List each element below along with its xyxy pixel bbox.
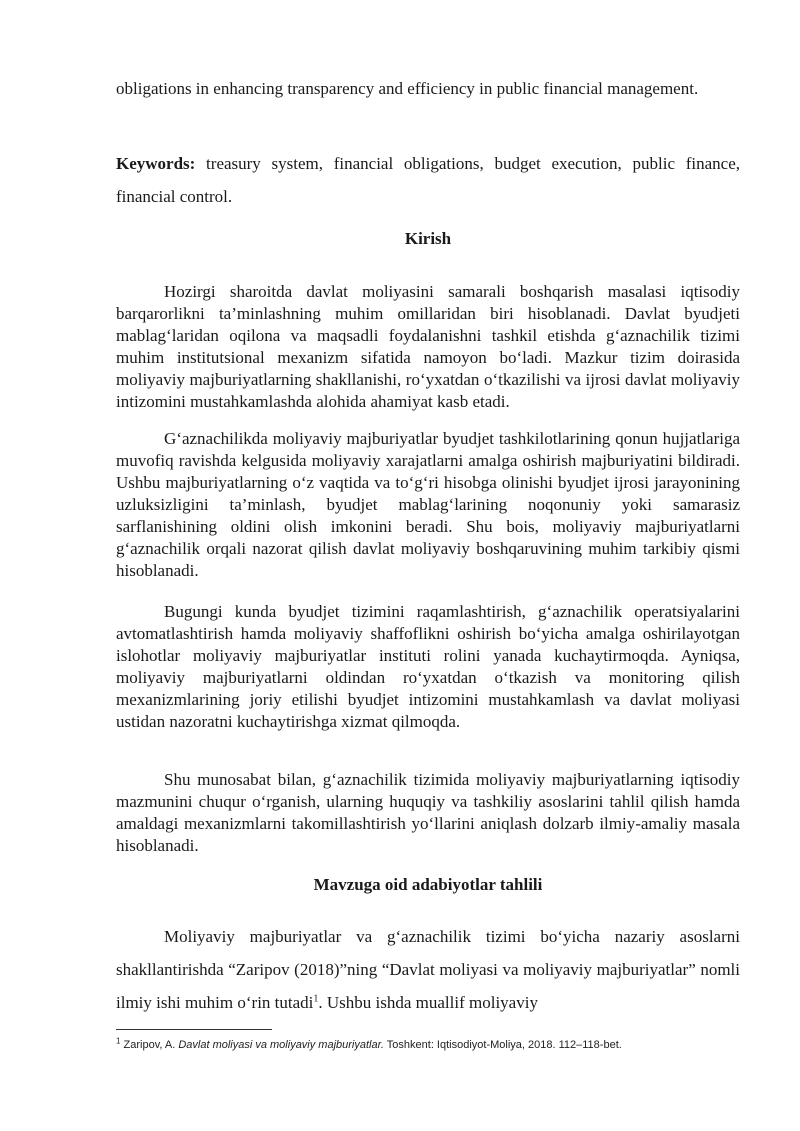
intro-paragraph-3: Bugungi kunda byudjet tizimini raqamlashtirish, g‘aznachilik operatsiyalarini avtomatlashtirish hamda moliyaviy shaffoflikni oshirish bo‘yicha amalga oshirilayotgan islohotlar moliyaviy majburiyatlar instituti rolini yanada kuchaytirmoqda. Ayniqsa, moliyaviy majburiyatlarni oldindan ro‘yxatdan o‘tkazish va monitoring qilish mexanizmlarining joriy etilishi byudjet intizomini mustahkamlash va davlat moliyasi ustidan nazoratni kuchaytirishga xizmat qilmoqda. — [116, 602, 740, 731]
footnote-ref-mark: 1 — [313, 993, 319, 1005]
footnote-mark: 1 — [116, 1036, 121, 1046]
footnote-divider — [116, 1029, 272, 1030]
footnote-title: Davlat moliyasi va moliyaviy majburiyatlar. — [178, 1039, 384, 1051]
keywords-text: treasury system, financial obligations, budget execution, public finance, financial control. — [116, 154, 740, 206]
keywords-label: Keywords: — [116, 154, 196, 173]
literature-paragraph — [116, 920, 740, 1019]
intro-paragraph-1: Hozirgi sharoitda davlat moliyasini samarali boshqarish masalasi iqtisodiy barqarorlikni ta’minlashning muhim omillaridan biri hisoblanadi. Davlat byudjeti mablag‘laridan oqilona va maqsadli foydalanishni tashkil etishda g‘aznachilik tizimi muhim institutsional mexanizm sifatida namoyon bo‘ladi. Mazkur tizim doirasida moliyaviy majburiyatlarning shakllanishi, ro‘yxatdan o‘tkazilishi va ijrosi davlat moliyaviy intizomini mustahkamlashda alohida ahamiyat kasb etadi. — [116, 282, 740, 411]
footnote-details: Toshkent: Iqtisodiyot-Moliya, 2018. 112–118-bet. — [383, 1039, 622, 1051]
intro-paragraph-2: G‘aznachilikda moliyaviy majburiyatlar byudjet tashkilotlarining qonun hujjatlariga muvofiq ravishda kelgusida moliyaviy xarajatlarni amalga oshirish majburiyatini bildiradi. Ushbu majburiyatlarning o‘z vaqtida va to‘g‘ri hisobga olinishi byudjet ijrosi jarayonining uzluksizligini ta’minlash, byudjet mablag‘larining noqonuniy yoki samarasiz sarflanishining oldini olish imkonini beradi. Shu bois, moliyaviy majburiyatlarni g‘aznachilik orqali nazorat qilish davlat moliyaviy boshqaruvining muhim tarkibiy qismi hisoblanadi. — [116, 429, 740, 580]
literature-text: Moliyaviy majburiyatlar va g‘aznachilik tizimi bo‘yicha nazariy asoslarni shakllantirishda “Zaripov (2018)”ning “Davlat moliyasi va moliyaviy majburiyatlar” nomli ilmiy ishi muhim o‘rin tutadi — [116, 927, 740, 1012]
footnote-author: Zaripov, A. — [120, 1039, 179, 1051]
section-heading-literature: Mavzuga oid adabiyotlar tahlili — [313, 875, 543, 894]
keywords-line — [116, 147, 740, 213]
abstract-tail: obligations in enhancing transparency and efficiency in public financial management. — [116, 79, 699, 98]
literature-text-continued: . Ushbu ishda muallif moliyaviy — [318, 993, 538, 1012]
intro-paragraph-4: Shu munosabat bilan, g‘aznachilik tizimida moliyaviy majburiyatlarning iqtisodiy mazmunini chuqur o‘rganish, ularning huquqiy va tashkiliy asoslarini tahlil qilish hamda amaldagi mexanizmlarni takomillashtirish yo‘llarini aniqlash dolzarb ilmiy-amaliy masala hisoblanadi. — [116, 770, 740, 855]
section-heading-kirish: Kirish — [404, 229, 452, 248]
footnote — [116, 1037, 756, 1053]
